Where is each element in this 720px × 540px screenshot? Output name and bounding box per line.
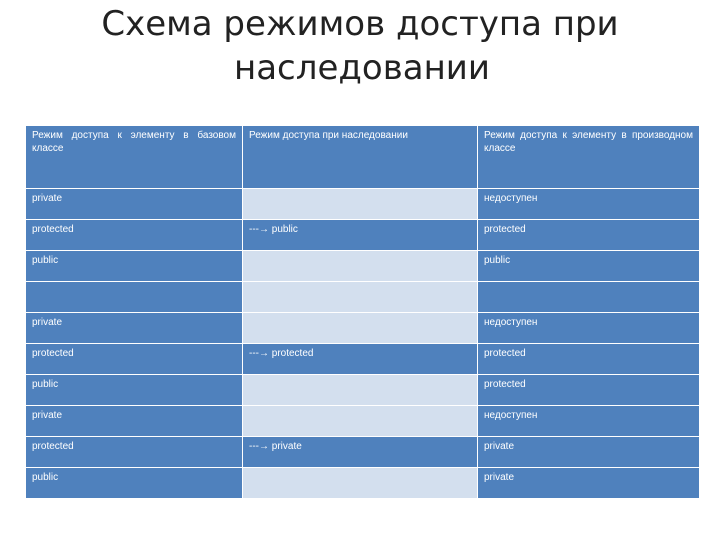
header-base-class-access: Режим доступа к элементу в базовом классе: [26, 126, 243, 189]
inheritance-cell: [243, 189, 478, 220]
inheritance-cell: [243, 375, 478, 406]
inheritance-cell: [243, 468, 478, 499]
base-access-cell: public: [26, 375, 243, 406]
inheritance-cell: [243, 313, 478, 344]
access-modes-table: [25, 125, 700, 499]
inheritance-cell: [243, 251, 478, 282]
inheritance-cell: [243, 406, 478, 437]
base-access-cell: public: [26, 251, 243, 282]
derived-access-cell: недоступен: [478, 313, 700, 344]
table-row: [26, 344, 700, 375]
base-access-cell: [26, 282, 243, 313]
table-row: [26, 406, 700, 437]
table-row: [26, 468, 700, 499]
base-access-cell: protected: [26, 344, 243, 375]
inheritance-cell: [243, 282, 478, 313]
arrow-right-icon: ---→ public: [249, 224, 298, 235]
base-access-cell: protected: [26, 437, 243, 468]
table-row: [26, 189, 700, 220]
derived-access-cell: protected: [478, 220, 700, 251]
table-row: [26, 220, 700, 251]
derived-access-cell: protected: [478, 375, 700, 406]
base-access-cell: private: [26, 189, 243, 220]
header-inheritance-access: Режим доступа при наследовании: [243, 126, 478, 189]
table-row: [26, 282, 700, 313]
inheritance-cell: [243, 437, 478, 468]
derived-access-cell: public: [478, 251, 700, 282]
derived-access-cell: private: [478, 437, 700, 468]
base-access-cell: private: [26, 406, 243, 437]
inheritance-cell: [243, 344, 478, 375]
slide-title-line-1: Схема режимов доступа при: [101, 4, 619, 44]
derived-access-cell: недоступен: [478, 406, 700, 437]
table-row: [26, 313, 700, 344]
derived-access-cell: protected: [478, 344, 700, 375]
base-access-cell: protected: [26, 220, 243, 251]
table-row: [26, 251, 700, 282]
arrow-right-icon: ---→ protected: [249, 348, 314, 359]
base-access-cell: public: [26, 468, 243, 499]
slide-title: [0, 0, 720, 90]
header-derived-class-access: Режим доступа к элементу в производном классе: [478, 126, 700, 189]
inheritance-cell: [243, 220, 478, 251]
derived-access-cell: [478, 282, 700, 313]
arrow-right-icon: ---→ private: [249, 441, 302, 452]
table-row: [26, 375, 700, 406]
base-access-cell: private: [26, 313, 243, 344]
table-header-row: [26, 126, 700, 189]
derived-access-cell: недоступен: [478, 189, 700, 220]
table-row: [26, 437, 700, 468]
derived-access-cell: private: [478, 468, 700, 499]
slide-title-line-2: наследовании: [233, 48, 490, 88]
